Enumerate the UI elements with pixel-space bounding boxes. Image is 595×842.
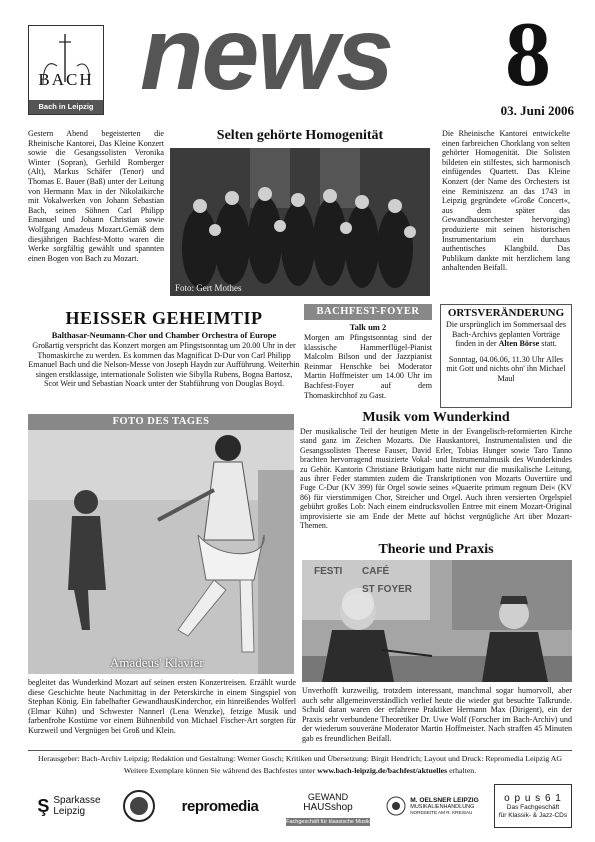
geheimtip-title: HEISSER GEHEIMTIP — [65, 308, 263, 328]
choir-photo-credit: Foto: Gert Mothes — [175, 283, 242, 293]
footer-url-link[interactable]: www.bach-leipzig.de/bachfest/aktuelles — [317, 766, 448, 775]
sponsor-sparkasse[interactable] — [28, 786, 110, 826]
sponsor-repromedia[interactable]: repromedia — [181, 797, 259, 815]
theorie-photo-sign-2: CAFÉ — [362, 566, 390, 577]
footer-availability-suffix: erhalten. — [449, 766, 477, 775]
choir-photo — [170, 148, 430, 296]
gewandhaus-name-2: HAUSshop — [303, 801, 353, 813]
sponsor-bach-emblem — [118, 786, 160, 826]
opus-line-1: Das Fachgeschäft — [506, 803, 560, 811]
theorie-title: Theorie und Praxis — [378, 542, 494, 557]
homogenitaet-body: Die Rheinische Kantorei entwickelte einen farbreichen Chorklang von selten gehörter Homogenität. Die Solisten bildeten ein stilfestes, sich harmonisch einfügendes Quartett. Das Kleine Konzert (der Name des Orchesters ist eine Reminiszenz an das 1743 in Leipzig gegründete »Große Concert«, aus dem später das Gewandhausorchester hervorging) produzierte mit seinen historischen Instrumentarium ein durchaus authentisches Klangbild. Das Publikum dankte mit herzlichem lang anhaltenden Beifall. — [442, 129, 570, 273]
geheimtip-subtitle: Balthasar-Neumann-Chor und Chamber Orchestra of Europe — [51, 330, 277, 340]
footer-rule — [28, 750, 572, 751]
sponsor-gewandhaus-shop[interactable] — [286, 786, 370, 826]
theorie-photo — [302, 560, 572, 682]
issue-date: 03. Juni 2006 — [500, 103, 574, 118]
issue-number: 8 — [505, 3, 551, 105]
theorie-body: Unverhofft kurzweilig, trotzdem interessant, manchmal sogar humorvoll, aber auch sehr allgemeinverständlich verlief heute die wieder gut besuchte Talkrunde. Schuld daran waren der erfahrene Praktiker Hermann Max (Dirigent), ein der Praxis sehr verbundene Theoretiker Dr. Uwe Wolf (Forscher im Bach-Archiv) und der wiederum souveräne Moderator Martin Hoffmeister. Nach straffen 45 Minuten gab es freundlichen Beifall. — [302, 686, 572, 743]
gewandhaus-subtitle: Fachgeschäft für klassische Musik — [286, 819, 370, 825]
bach-logo — [28, 25, 104, 115]
bach-logo-subtitle: Bach in Leipzig — [29, 100, 103, 114]
homogenitaet-title: Selten gehörte Homogenität — [216, 128, 384, 143]
foto-des-tages-caption: Amadeus' Klavier — [110, 655, 204, 670]
foto-des-tages-photo — [28, 430, 294, 674]
bach-emblem-icon — [122, 789, 156, 823]
oelsner-subtitle: MUSIKALIENHANDLUNG — [410, 804, 475, 810]
foto-des-tages-body: begleitet das Wunderkind Mozart auf seinen ersten Konzertreisen. Erzählt wurde diese Geschichte heute Nachmittag in der Peterskirche in einem Singspiel von Stephan König. Ein fabelhafter GewandhausKinderchor, ein hinreißendes Wolferl (Elmar Kühn) und Schwester Nannerl (Lena Wenzke), fetzige Musik und farbenfrohe Kostüme vor einem Bühnenbild von Michael Fischer-Art sorgten für Kurzweil und Vergnügen bei Groß und Klein. — [28, 678, 296, 735]
oelsner-name: M. OELSNER LEIPZIG — [410, 797, 479, 804]
ortsveraenderung-heading: ORTSVERÄNDERUNG — [447, 307, 565, 319]
sponsor-oelsner[interactable] — [380, 786, 484, 826]
oelsner-seal-icon — [385, 795, 407, 817]
wunderkind-title: Musik vom Wunderkind — [362, 410, 510, 425]
bach-logo-text: BACH — [38, 70, 94, 89]
concert-article: Gestern Abend begeisterten die Rheinische Kantorei, Das Kleine Konzert sowie die Gesangssolisten Veronika Winter (Sopran), Gerhild Romberger (Alt), Markus Schäfer (Tenor) und Thomas E. Bauer (Baß) unter der Leitung von Hermann Max in der Nikolaikirche mit Vokalwerken von Johann Sebastian Bach, seinen Söhnen Carl Philipp Emanuel und Johann Christian sowie Wolfgang Amadeus Mozart.Gemäß dem diesjährigen Bachfest-Motto waren die Werke sorgfältig gewählt und spannten einen Bogen von Bach zu Mozart. — [28, 129, 164, 263]
sparkasse-icon: Ş — [37, 795, 50, 816]
footer-imprint: Herausgeber: Bach-Archiv Leipzig; Redaktion und Gestaltung: Werner Gosch; Kritiken und Übersetzung: Birgit Hendrich; Layout und Druck: Repromedia Leipzig AG — [38, 754, 562, 763]
opus-line-2: für Klassik- & Jazz-CDs — [498, 811, 568, 819]
theorie-photo-sign-1: FESTI — [314, 566, 343, 577]
geheimtip-body: Großartig verspricht das Konzert morgen am Pfingstsonntag um 20.00 Uhr in der Thomaskirche zu werden. Es kommen das Magnificat D-Dur von Carl Philipp Emanuel Bach und die Nelson-Messe von Joseph Haydn zur Aufführung. Weiterhin singen erstklassige, internationale Solisten wie Sibylla Rubens, Bogna Bartosz, Scot Weir und Sebastian Noack unter der Stabführung von Douglas Boyd. — [28, 341, 300, 389]
foyer-subtitle: Talk um 2 — [349, 322, 387, 332]
foyer-body: Morgen am Pfingstsonntag sind der klassische Hammerflügel-Pianist Malcolm Bilson und der Jazzpianist Reinmar Henschke bei Moderator Martin Hoffmeister um 14.00 Uhr im Bachfest-Foyer auf dem Thomaskirchhof zu Gast. — [304, 333, 432, 400]
oelsner-address: NORDSEITE AM R. KREISAU — [410, 810, 473, 815]
sparkasse-name: Sparkasse — [53, 795, 101, 806]
ortsveraenderung-text-1: Die ursprünglich im Sommersaal des Bach-Archivs geplanten Vorträge finden in der — [445, 320, 567, 349]
ortsveraenderung-body — [441, 319, 571, 349]
sponsor-opus61[interactable] — [494, 784, 572, 828]
foyer-heading: BACHFEST-FOYER — [304, 304, 432, 320]
wunderkind-body: Der musikalische Teil der heutigen Mette in der Evangelisch-reformierten Kirche stand ganz im Zeichen Mozarts. Die Hauskantorei, Instrumentalisten und die Gesangssolisten Therese Fauser, David Erler, Tobias Hunger sowie Taro Tanno brachten hervorragend musizierte Vokal- und Instrumentalmusik des Wunderkindes zu Gehör. Kantorin Christiane Bräutigam hatte nicht nur die musikalische Leitung, aus ihrer Feder stammten zudem die Transkriptionen von Mozarts Ouvertüre und Fuge C-Dur (KV 399) für Orgel sowie seines »Quaerite primum regnum Dei« (KV 86) für vierstimmigen Chor, Streicher und Orgel. Auch ihren versierten Orgelspiel gebührt großes Lob: Nach einem eindrucksvollen Entree mit einem Mozart-Original improvisierte sie am Ende der Mette auf höchst vergnügliche Art über Mozart-Themen. — [300, 427, 572, 531]
opus-title: o p u s 6 1 — [504, 792, 562, 804]
theorie-photo-sign-3: ST FOYER — [362, 584, 413, 595]
ortsveraenderung-text-2: statt. — [541, 339, 557, 349]
ortsveraenderung-body-2: Sonntag, 04.06.06, 11.30 Uhr Alles mit Gott und nichts ohn' ihn Michael Maul — [446, 354, 566, 383]
footer-availability-prefix: Weitere Exemplare können Sie während des Bachfestes unter — [123, 766, 316, 775]
sparkasse-city: Leipzig — [53, 806, 86, 817]
foto-des-tages-heading: FOTO DES TAGES — [28, 414, 294, 430]
news-title: news — [140, 0, 393, 112]
footer-availability — [28, 766, 572, 775]
ortsveraenderung-box — [440, 304, 572, 408]
ortsveraenderung-venue: Alten Börse — [498, 339, 540, 349]
gewandhaus-name-1: GEWAND — [307, 791, 349, 802]
